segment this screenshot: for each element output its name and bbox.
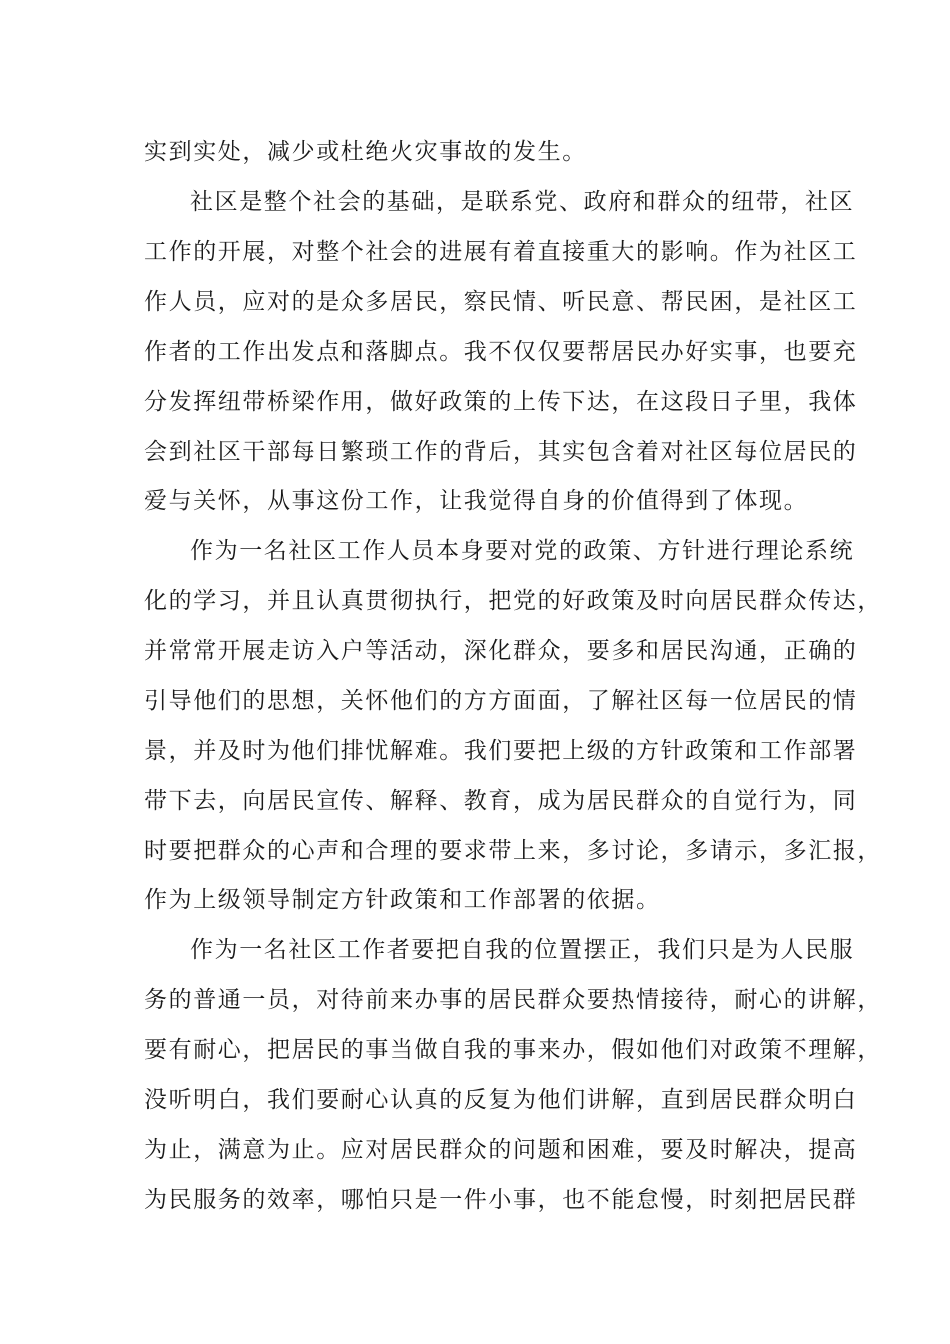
text-line: 爱与关怀，从事这份工作，让我觉得自身的价值得到了体现。 [144, 488, 809, 514]
text-line: 要有耐心，把居民的事当做自我的事来办，假如他们对政策不理解， [144, 1037, 882, 1063]
text-line: 为止，满意为止。应对居民群众的问题和困难，要及时解决，提高 [144, 1137, 858, 1163]
text-line: 化的学习，并且认真贯彻执行，把党的好政策及时向居民群众传达， [144, 588, 882, 614]
text-line: 为民服务的效率，哪怕只是一件小事，也不能怠慢，时刻把居民群 [144, 1187, 858, 1213]
text-line: 并常常开展走访入户等活动，深化群众，要多和居民沟通，正确的 [144, 638, 858, 664]
text-line: 分发挥纽带桥梁作用，做好政策的上传下达，在这段日子里，我体 [144, 389, 858, 415]
text-line: 实到实处，减少或杜绝火灾事故的发生。 [144, 139, 587, 165]
text-line: 作人员，应对的是众多居民，察民情、听民意、帮民困，是社区工 [144, 289, 858, 315]
text-line: 作为上级领导制定方针政策和工作部署的依据。 [144, 887, 661, 913]
text-line: 作者的工作出发点和落脚点。我不仅仅要帮居民办好实事，也要充 [144, 339, 858, 365]
text-line: 引导他们的思想，关怀他们的方方面面，了解社区每一位居民的情 [144, 688, 858, 714]
paragraph-first-line: 社区是整个社会的基础，是联系党、政府和群众的纽带，社区 [190, 189, 855, 215]
paragraph-first-line: 作为一名社区工作人员本身要对党的政策、方针进行理论系统 [190, 538, 855, 564]
text-line: 工作的开展，对整个社会的进展有着直接重大的影响。作为社区工 [144, 239, 858, 265]
text-line: 会到社区干部每日繁琐工作的背后，其实包含着对社区每位居民的 [144, 439, 858, 465]
text-line: 带下去，向居民宣传、解释、教育，成为居民群众的自觉行为，同 [144, 788, 858, 814]
paragraph-first-line: 作为一名社区工作者要把自我的位置摆正，我们只是为人民服 [190, 937, 855, 963]
text-line: 时要把群众的心声和合理的要求带上来，多讨论，多请示，多汇报， [144, 838, 882, 864]
text-line: 没听明白，我们要耐心认真的反复为他们讲解，直到居民群众明白 [144, 1087, 858, 1113]
text-line: 务的普通一员，对待前来办事的居民群众要热情接待，耐心的讲解， [144, 987, 882, 1013]
text-line: 景，并及时为他们排忧解难。我们要把上级的方针政策和工作部署 [144, 738, 858, 764]
